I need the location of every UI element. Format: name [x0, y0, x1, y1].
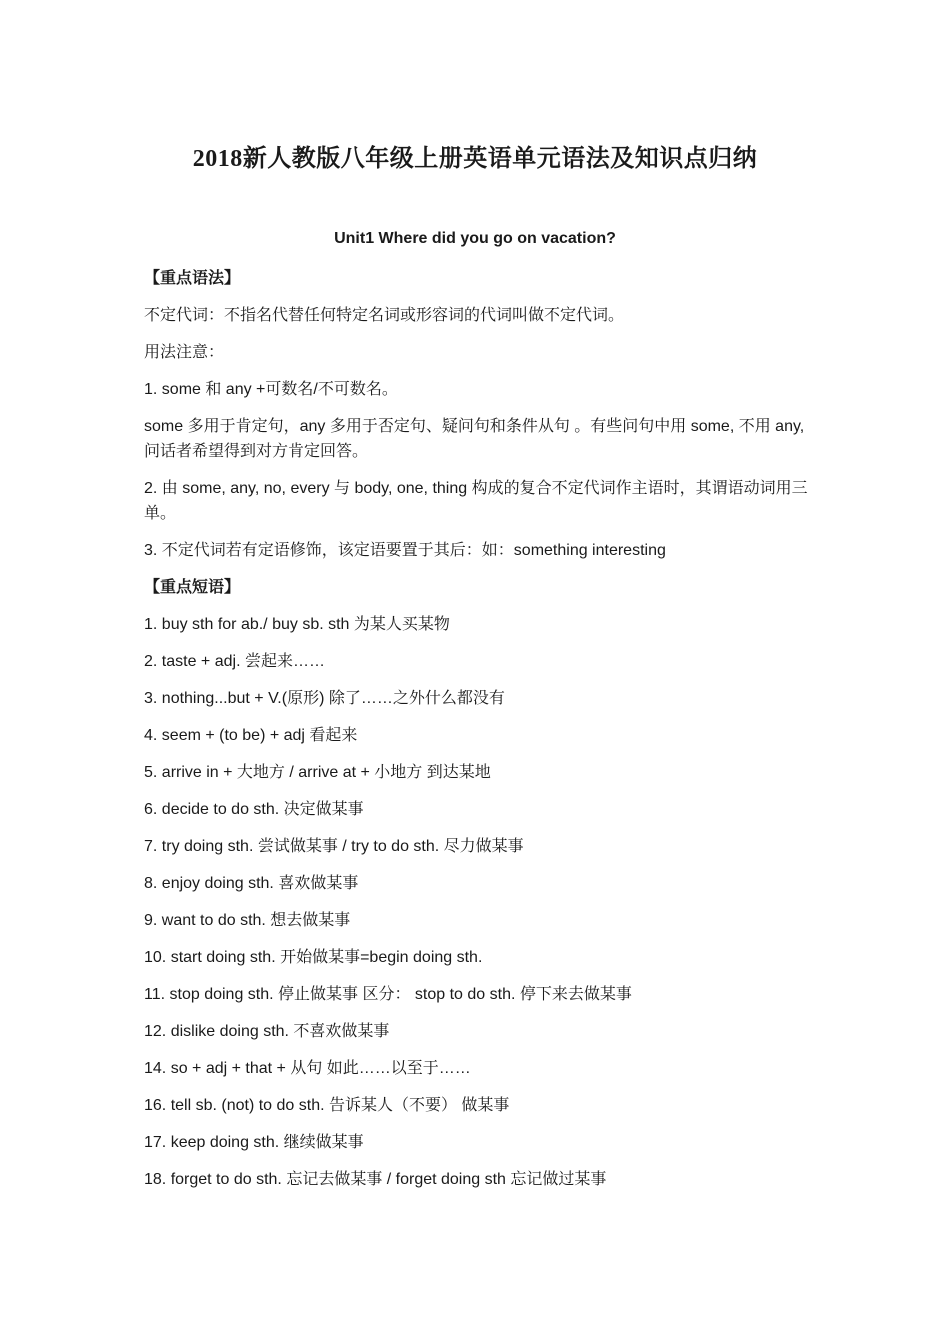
document-body	[144, 266, 810, 1204]
phrase-item: 16. tell sb. (not) to do sth. 告诉某人（不要） 做某事	[144, 1097, 510, 1114]
phrase-item: 18. forget to do sth. 忘记去做某事 / forget doing sth 忘记做过某事	[144, 1171, 607, 1188]
section-heading-phrases: 【重点短语】	[144, 579, 241, 596]
phrase-item: 11. stop doing sth. 停止做某事 区分： stop to do sth. 停下来去做某事	[144, 986, 632, 1003]
phrase-item: 17. keep doing sth. 继续做某事	[144, 1134, 364, 1151]
phrase-item: 3. nothing...but + V.(原形) 除了……之外什么都没有	[144, 690, 505, 707]
grammar-point-1: 1. some 和 any +可数名/不可数名。	[144, 381, 398, 398]
phrase-item: 12. dislike doing sth. 不喜欢做某事	[144, 1023, 390, 1040]
phrase-item: 4. seem + (to be) + adj 看起来	[144, 727, 358, 744]
section-heading-grammar: 【重点语法】	[144, 270, 241, 287]
phrase-item: 8. enjoy doing sth. 喜欢做某事	[144, 875, 359, 892]
phrase-item: 7. try doing sth. 尝试做某事 / try to do sth. 尽力做某事	[144, 838, 524, 855]
grammar-point-1-detail: some 多用于肯定句，any 多用于否定句、疑问句和条件从句 。有些问句中用 some, 不用 any, 问话者希望得到对方肯定回答。	[144, 418, 805, 460]
phrase-item: 2. taste + adj. 尝起来……	[144, 653, 325, 670]
paragraph-definition: 不定代词：不指名代替任何特定名词或形容词的代词叫做不定代词。	[144, 307, 625, 324]
phrase-item: 9. want to do sth. 想去做某事	[144, 912, 351, 929]
paragraph-usage-note: 用法注意：	[144, 344, 225, 361]
grammar-point-3: 3. 不定代词若有定语修饰，该定语要置于其后：如：something interesting	[144, 542, 666, 559]
phrase-item: 14. so + adj + that + 从句 如此……以至于……	[144, 1060, 471, 1077]
document-title: 2018新人教版八年级上册英语单元语法及知识点归纳	[192, 146, 758, 172]
phrase-item: 1. buy sth for ab./ buy sb. sth 为某人买某物	[144, 616, 450, 633]
unit-title: Unit1 Where did you go on vacation?	[334, 230, 616, 247]
grammar-point-2: 2. 由 some, any, no, every 与 body, one, thing 构成的复合不定代词作主语时，其谓语动词用三单。	[144, 480, 808, 522]
phrase-item: 10. start doing sth. 开始做某事=begin doing sth.	[144, 949, 483, 966]
phrase-item: 6. decide to do sth. 决定做某事	[144, 801, 364, 818]
phrase-item: 5. arrive in + 大地方 / arrive at + 小地方 到达某地	[144, 764, 491, 781]
